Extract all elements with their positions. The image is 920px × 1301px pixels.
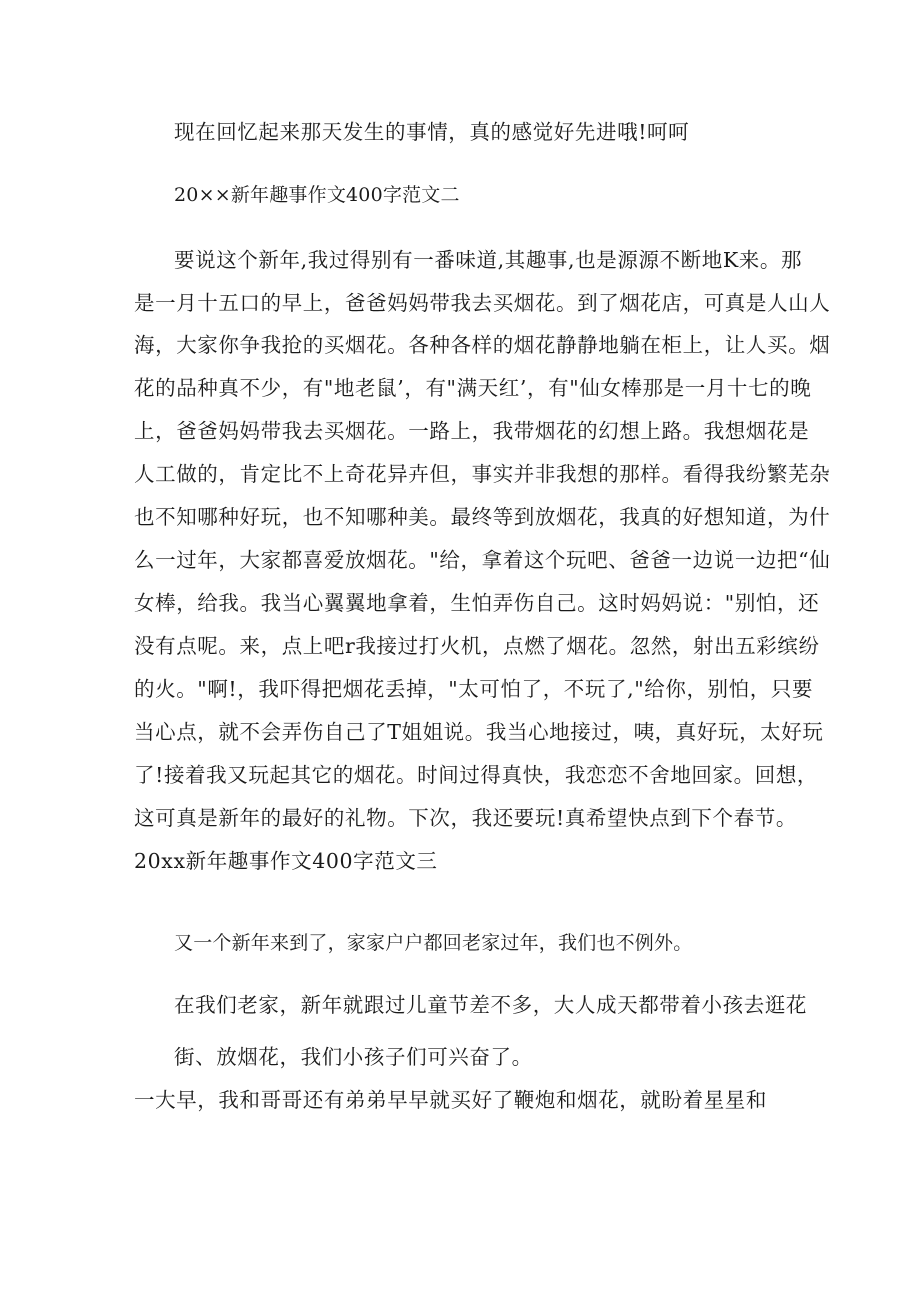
paragraph-line: 街、放烟花，我们小孩子们可兴奋了。 bbox=[174, 1045, 533, 1069]
section-heading-3: 又一个新年来到了，家家户户都回老家过年，我们也不例外。 bbox=[174, 932, 693, 954]
paragraph-line: 也不知哪种好玩，也不知哪种美。最终等到放烟花，我真的好想知道，为什 bbox=[134, 505, 831, 529]
section-heading-2: 20××新年趣事作文400字范文二 bbox=[174, 184, 460, 206]
paragraph-line: 当心点，就不会弄伤自己了T姐姐说。我当心地接过，咦，真好玩，太好玩 bbox=[134, 720, 824, 744]
paragraph-line: 要说这个新年,我过得别有一番味道,其趣事,也是源源不断地K来。那 bbox=[174, 248, 803, 272]
paragraph-line: 么一过年，大家都喜爱放烟花。"给，拿着这个玩吧、爸爸一边说一边把“仙 bbox=[134, 548, 831, 572]
paragraph-line: 女棒，给我。我当心翼翼地拿着，生怕弄伤自己。这时妈妈说："别怕，还 bbox=[134, 591, 820, 615]
paragraph-line: 一大早，我和哥哥还有弟弟早早就买好了鞭炮和烟花，就盼着星星和 bbox=[134, 1088, 767, 1112]
paragraph-line: 的火。"啊!，我吓得把烟花丢掉，"太可怕了，不玩了,"给你，别怕，只要 bbox=[134, 677, 814, 701]
paragraph-line: 在我们老家，新年就跟过儿童节差不多，大人成天都带着小孩去逛花 bbox=[174, 993, 807, 1017]
paragraph-line: 人工做的，肯定比不上奇花异卉但，事实并非我想的那样。看得我纷繁芜杂 bbox=[134, 462, 831, 486]
paragraph-line: 20xx新年趣事作文400字范文三 bbox=[134, 849, 438, 873]
paragraph-line: 没有点呢。来，点上吧r我接过打火机，点燃了烟花。忽然，射出五彩缤纷 bbox=[134, 634, 820, 658]
paragraph-line: 上，爸爸妈妈带我去买烟花。一路上，我带烟花的幻想上路。我想烟花是 bbox=[134, 419, 810, 443]
paragraph-line: 了!接着我又玩起其它的烟花。时间过得真快，我恋恋不舍地回家。回想， bbox=[134, 763, 819, 787]
closing-line: 现在回忆起来那天发生的事情，真的感觉好先进哦!呵呵 bbox=[174, 120, 690, 144]
paragraph-line: 这可真是新年的最好的礼物。下次，我还要玩!真希望快点到下个春节。 bbox=[134, 806, 797, 830]
paragraph-line: 海，大家你争我抢的买烟花。各种各样的烟花静静地躺在柜上，让人买。烟 bbox=[134, 333, 831, 357]
paragraph-line: 是一月十五口的早上，爸爸妈妈带我去买烟花。到了烟花店，可真是人山人 bbox=[134, 291, 831, 315]
paragraph-line: 花的品种真不少，有"地老鼠’，有"满天红’，有"仙女棒那是一月十七的晚 bbox=[134, 376, 812, 400]
